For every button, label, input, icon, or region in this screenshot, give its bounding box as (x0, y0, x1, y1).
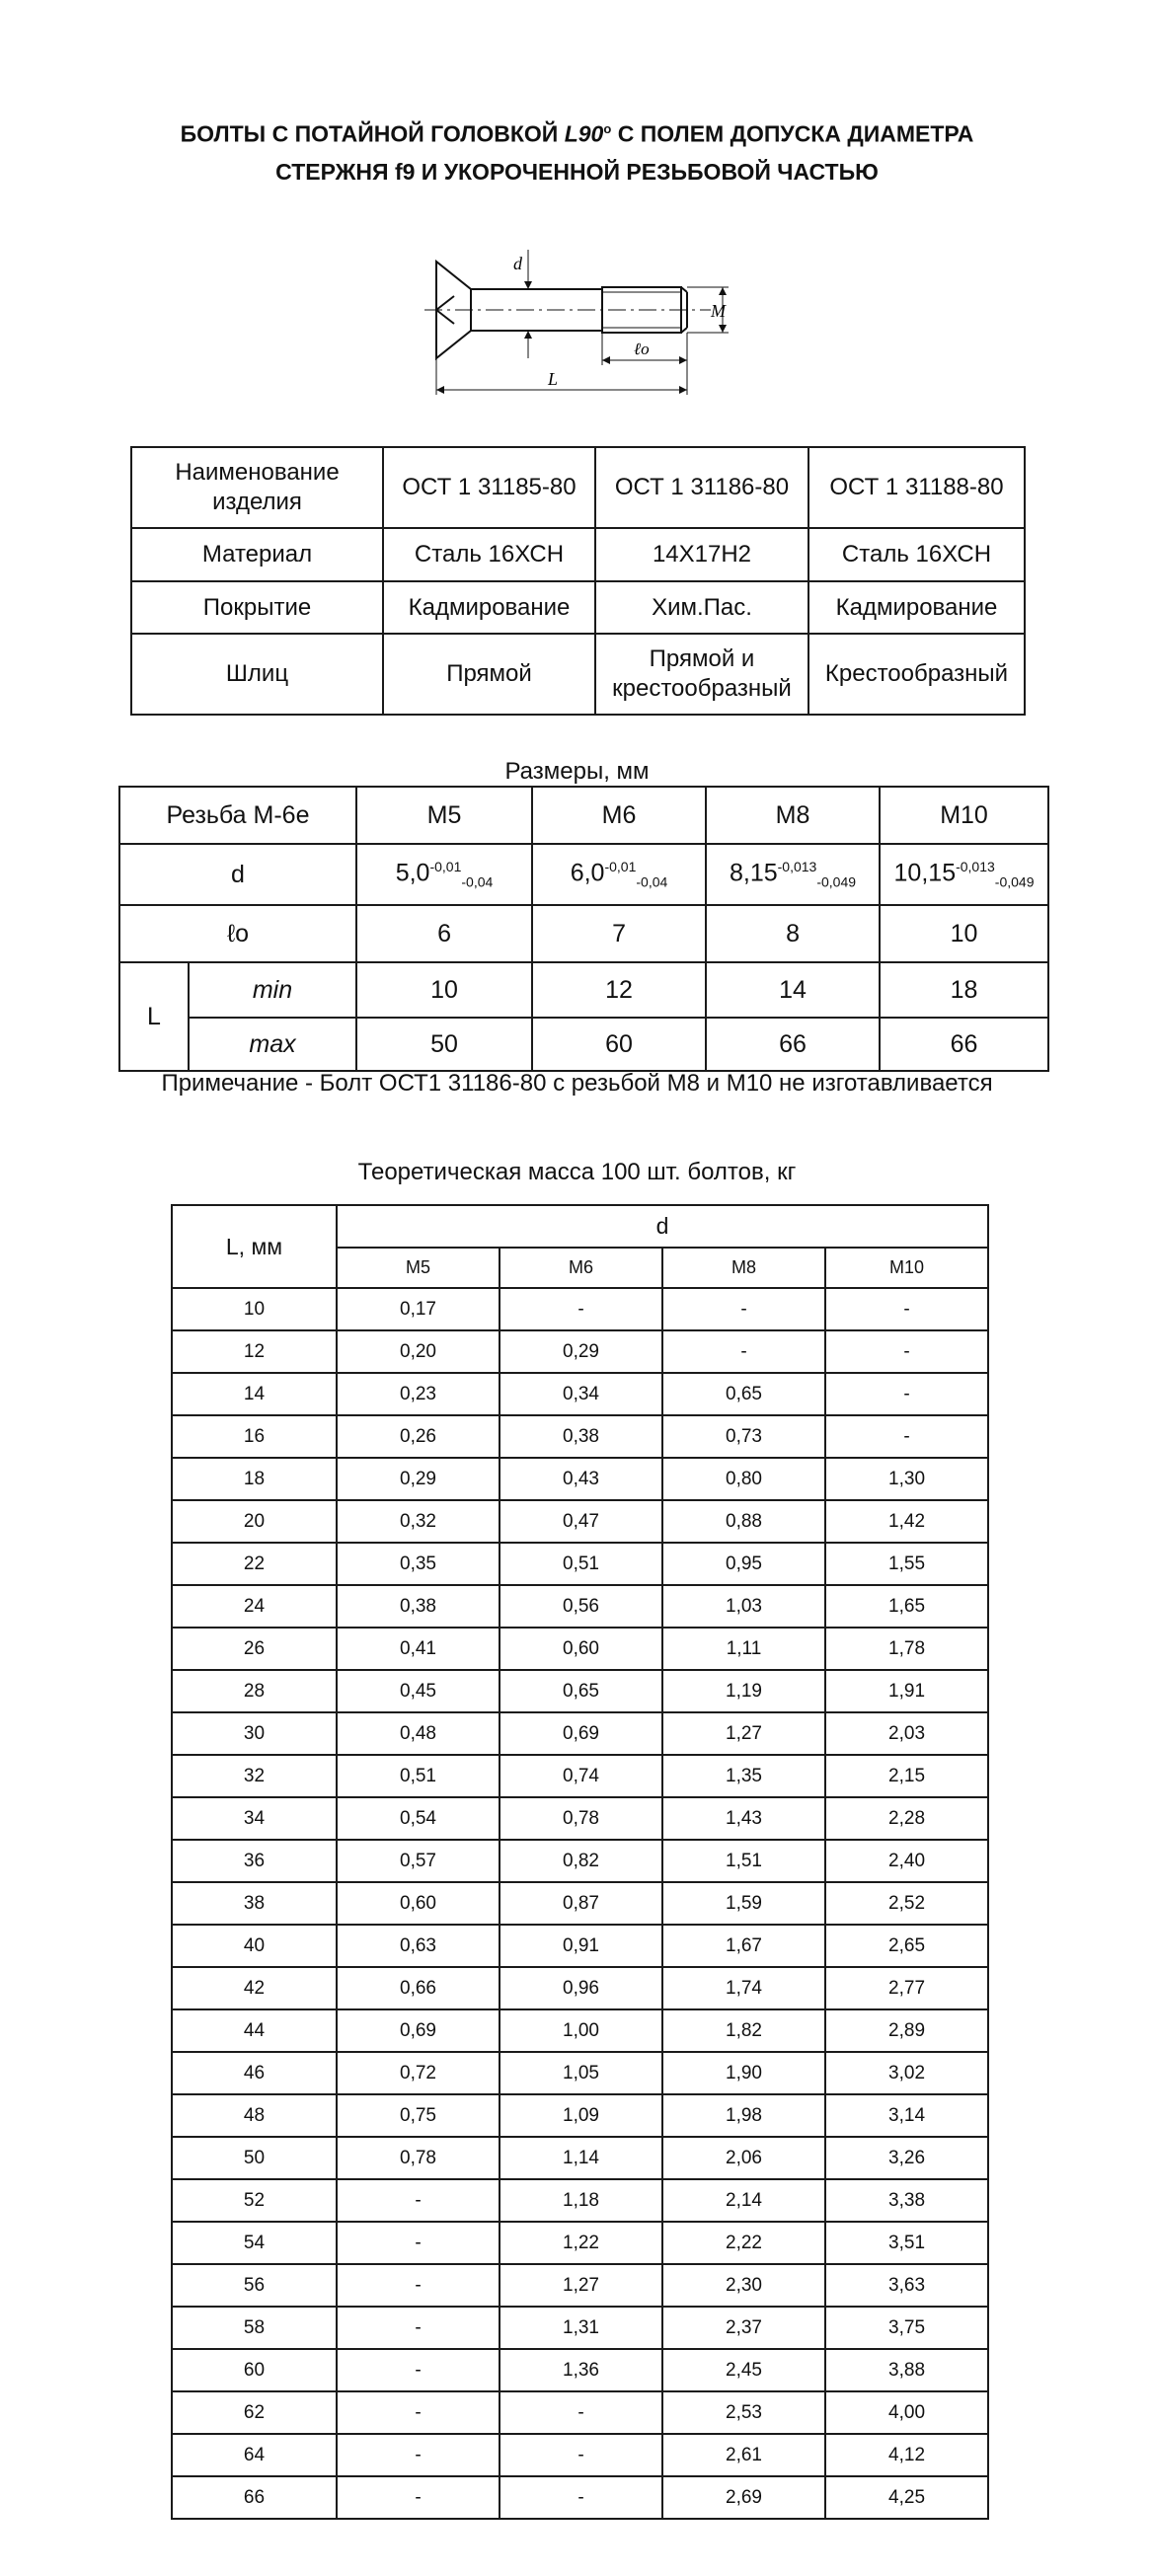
thread-cell: М5 (356, 787, 532, 844)
mass-cell: 1,09 (500, 2094, 662, 2137)
table-row (172, 1755, 988, 1797)
mass-cell: 0,65 (500, 1670, 662, 1712)
length-cell: 62 (172, 2391, 337, 2434)
mass-cell: 0,75 (337, 2094, 500, 2137)
mass-cell: 1,22 (500, 2222, 662, 2264)
thread-cell: М8 (706, 787, 880, 844)
mass-cell: 0,82 (500, 1840, 662, 1882)
table-row (119, 905, 1048, 962)
mass-cell: 0,47 (500, 1500, 662, 1543)
mass-cell: 1,82 (662, 2009, 825, 2052)
mass-cell: 2,53 (662, 2391, 825, 2434)
table-row (172, 2434, 988, 2476)
mass-cell: - (337, 2264, 500, 2307)
length-cell: 54 (172, 2222, 337, 2264)
mass-cell: 1,55 (825, 1543, 988, 1585)
mass-cell: - (337, 2391, 500, 2434)
subheader-cell: М10 (825, 1248, 988, 1288)
subheader-cell: М6 (500, 1248, 662, 1288)
mass-cell: 3,38 (825, 2179, 988, 2222)
mass-cell: 0,45 (337, 1670, 500, 1712)
mass-cell: 1,31 (500, 2307, 662, 2349)
mass-cell: 0,29 (337, 1458, 500, 1500)
M-label: M (711, 301, 726, 321)
thread-cell: М6 (532, 787, 706, 844)
length-cell: 38 (172, 1882, 337, 1925)
mass-cell: 3,02 (825, 2052, 988, 2094)
length-cell: 44 (172, 2009, 337, 2052)
mass-cell: 0,56 (500, 1585, 662, 1628)
mass-cell: 1,42 (825, 1500, 988, 1543)
lo-cell: 6 (356, 905, 532, 962)
table-row (119, 962, 1048, 1018)
spec-label-material: Материал (131, 528, 383, 581)
length-cell: 46 (172, 2052, 337, 2094)
mass-cell: 0,69 (500, 1712, 662, 1755)
mass-cell: 1,11 (662, 1628, 825, 1670)
length-cell: 34 (172, 1797, 337, 1840)
min-label: min (189, 962, 356, 1018)
table-row (172, 1205, 988, 1248)
mass-cell: 0,51 (337, 1755, 500, 1797)
mass-cell: 0,32 (337, 1500, 500, 1543)
table-row (172, 1967, 988, 2009)
mass-cell: - (662, 1288, 825, 1330)
table-row (172, 1840, 988, 1882)
table-row (172, 1330, 988, 1373)
mass-cell: 0,63 (337, 1925, 500, 1967)
table-row (119, 787, 1048, 844)
d-cell: $10,15^{-0,013}_{-0,049}$ (880, 844, 1048, 905)
length-cell: 10 (172, 1288, 337, 1330)
mass-cell: 0,65 (662, 1373, 825, 1415)
mass-cell: 0,17 (337, 1288, 500, 1330)
spec-cell: Сталь 16ХСН (808, 528, 1025, 581)
lo-label: ℓo (634, 340, 650, 358)
lo-cell: 10 (880, 905, 1048, 962)
table-row (172, 1415, 988, 1458)
mass-cell: - (337, 2434, 500, 2476)
spec-cell: ОСТ 1 31186-80 (595, 447, 808, 528)
mass-cell: 0,60 (337, 1882, 500, 1925)
mass-cell: 0,26 (337, 1415, 500, 1458)
mass-cell: 0,34 (500, 1373, 662, 1415)
L-label: L (548, 369, 559, 389)
d-cell: $6,0^{-0,01}_{-0,04}$ (532, 844, 706, 905)
mass-cell: 0,78 (337, 2137, 500, 2179)
max-cell: 50 (356, 1018, 532, 1071)
mass-cell: - (500, 2434, 662, 2476)
d-cell: $5,0^{-0,01}_{-0,04}$ (356, 844, 532, 905)
table-row (172, 2222, 988, 2264)
table-row (172, 1288, 988, 1330)
mass-cell: - (337, 2222, 500, 2264)
mass-cell: 1,30 (825, 1458, 988, 1500)
mass-cell: - (337, 2349, 500, 2391)
mass-cell: 0,20 (337, 1330, 500, 1373)
mass-caption: Теоретическая масса 100 шт. болтов, кг (357, 1159, 797, 1185)
table-row (172, 1797, 988, 1840)
max-cell: 66 (706, 1018, 880, 1071)
length-cell: 12 (172, 1330, 337, 1373)
mass-cell: 3,63 (825, 2264, 988, 2307)
table-row (172, 2307, 988, 2349)
mass-cell: 1,03 (662, 1585, 825, 1628)
length-cell: 20 (172, 1500, 337, 1543)
L-header: L (119, 962, 189, 1071)
spec-cell: Хим.Пас. (595, 581, 808, 634)
table-row (131, 634, 1025, 715)
table-row (172, 1628, 988, 1670)
mass-cell: 1,43 (662, 1797, 825, 1840)
spec-cell: ОСТ 1 31188-80 (808, 447, 1025, 528)
mass-cell: 1,51 (662, 1840, 825, 1882)
spec-cell: 14Х17Н2 (595, 528, 808, 581)
table-row (172, 1500, 988, 1543)
table-row (131, 528, 1025, 581)
length-cell: 52 (172, 2179, 337, 2222)
table-row (172, 2179, 988, 2222)
note-text: Примечание - Болт ОСТ1 31186-80 с резьбой М8 и М10 не изготавливается (161, 1070, 993, 1097)
length-cell: 60 (172, 2349, 337, 2391)
spec-cell: Сталь 16ХСН (383, 528, 595, 581)
dimensions-table (118, 786, 1049, 1072)
mass-cell: 3,14 (825, 2094, 988, 2137)
spec-cell: Прямой и крестообразный (595, 634, 808, 715)
spec-cell: Кадмирование (808, 581, 1025, 634)
table-row (172, 1712, 988, 1755)
mass-cell: - (337, 2476, 500, 2519)
mass-cell: 2,40 (825, 1840, 988, 1882)
mass-cell: 0,78 (500, 1797, 662, 1840)
mass-cell: - (337, 2179, 500, 2222)
lo-cell: 8 (706, 905, 880, 962)
length-cell: 50 (172, 2137, 337, 2179)
mass-cell: 2,22 (662, 2222, 825, 2264)
table-row (172, 1373, 988, 1415)
mass-cell: 2,06 (662, 2137, 825, 2179)
mass-cell: 3,51 (825, 2222, 988, 2264)
length-cell: 42 (172, 1967, 337, 2009)
length-cell: 36 (172, 1840, 337, 1882)
table-row (131, 581, 1025, 634)
mass-cell: 1,00 (500, 2009, 662, 2052)
mass-cell: 3,88 (825, 2349, 988, 2391)
table-row (172, 2052, 988, 2094)
d-header: d (119, 844, 356, 905)
lo-cell: 7 (532, 905, 706, 962)
table-row (119, 1018, 1048, 1071)
mass-cell: 0,66 (337, 1967, 500, 2009)
mass-cell: 1,98 (662, 2094, 825, 2137)
length-cell: 22 (172, 1543, 337, 1585)
mass-cell: 0,88 (662, 1500, 825, 1543)
mass-cell: 2,69 (662, 2476, 825, 2519)
table-row (131, 447, 1025, 528)
mass-cell: 0,87 (500, 1882, 662, 1925)
mass-cell: 0,23 (337, 1373, 500, 1415)
mass-table-body (172, 1288, 988, 2519)
mass-cell: 2,61 (662, 2434, 825, 2476)
mass-cell: 2,52 (825, 1882, 988, 1925)
mass-cell: 0,60 (500, 1628, 662, 1670)
table-row (172, 1925, 988, 1967)
min-cell: 18 (880, 962, 1048, 1018)
lo-header: ℓo (119, 905, 356, 962)
spec-table (130, 446, 1026, 716)
mass-cell: 2,03 (825, 1712, 988, 1755)
mass-cell: 4,12 (825, 2434, 988, 2476)
table-row (172, 2137, 988, 2179)
max-cell: 60 (532, 1018, 706, 1071)
mass-cell: 0,69 (337, 2009, 500, 2052)
table-row (172, 1543, 988, 1585)
length-cell: 18 (172, 1458, 337, 1500)
subheader-cell: М5 (337, 1248, 500, 1288)
spec-cell: Кадмирование (383, 581, 595, 634)
length-cell: 16 (172, 1415, 337, 1458)
table-row (172, 2476, 988, 2519)
mass-cell: 1,18 (500, 2179, 662, 2222)
mass-cell: 1,19 (662, 1670, 825, 1712)
mass-cell: - (500, 1288, 662, 1330)
length-cell: 30 (172, 1712, 337, 1755)
mass-cell: - (500, 2476, 662, 2519)
mass-cell: 0,80 (662, 1458, 825, 1500)
mass-cell: 0,51 (500, 1543, 662, 1585)
mass-cell: 1,14 (500, 2137, 662, 2179)
length-cell: 48 (172, 2094, 337, 2137)
mass-cell: 1,90 (662, 2052, 825, 2094)
min-cell: 14 (706, 962, 880, 1018)
mass-cell: 2,45 (662, 2349, 825, 2391)
spec-cell: Крестообразный (808, 634, 1025, 715)
mass-cell: 2,37 (662, 2307, 825, 2349)
mass-cell: - (825, 1288, 988, 1330)
title-line-2: СТЕРЖНЯ f9 И УКОРОЧЕННОЙ РЕЗЬБОВОЙ ЧАСТЬЮ (275, 158, 879, 185)
mass-cell: - (825, 1415, 988, 1458)
spec-label-slot: Шлиц (131, 634, 383, 715)
mass-cell: - (500, 2391, 662, 2434)
mass-cell: 0,48 (337, 1712, 500, 1755)
table-row (172, 1585, 988, 1628)
mass-cell: 0,43 (500, 1458, 662, 1500)
bolt-drawing (415, 242, 740, 405)
table-row (172, 2009, 988, 2052)
thread-header: Резьба М-6е (119, 787, 356, 844)
mass-cell: 2,28 (825, 1797, 988, 1840)
min-cell: 10 (356, 962, 532, 1018)
table-row (172, 2264, 988, 2307)
mass-cell: 1,78 (825, 1628, 988, 1670)
document-title (0, 111, 1154, 190)
mass-cell: - (825, 1373, 988, 1415)
mass-cell: 1,05 (500, 2052, 662, 2094)
length-cell: 28 (172, 1670, 337, 1712)
length-cell: 26 (172, 1628, 337, 1670)
mass-cell: 0,91 (500, 1925, 662, 1967)
mass-table (171, 1204, 989, 2520)
mass-cell: 1,27 (500, 2264, 662, 2307)
mass-cell: 3,26 (825, 2137, 988, 2179)
table-row (119, 844, 1048, 905)
mass-cell: 1,36 (500, 2349, 662, 2391)
mass-cell: - (662, 1330, 825, 1373)
mass-cell: - (337, 2307, 500, 2349)
mass-cell: 1,27 (662, 1712, 825, 1755)
table-row (172, 1670, 988, 1712)
mass-cell: 0,54 (337, 1797, 500, 1840)
table-row (172, 2349, 988, 2391)
mass-cell: 2,14 (662, 2179, 825, 2222)
length-cell: 24 (172, 1585, 337, 1628)
length-cell: 66 (172, 2476, 337, 2519)
spec-cell: Прямой (383, 634, 595, 715)
length-cell: 64 (172, 2434, 337, 2476)
length-cell: 14 (172, 1373, 337, 1415)
max-cell: 66 (880, 1018, 1048, 1071)
spec-label-name: Наименование изделия (131, 447, 383, 528)
mass-cell: 1,74 (662, 1967, 825, 2009)
mass-cell: 2,65 (825, 1925, 988, 1967)
mass-cell: 1,67 (662, 1925, 825, 1967)
mass-cell: 1,35 (662, 1755, 825, 1797)
mass-cell: 2,89 (825, 2009, 988, 2052)
spec-label-coating: Покрытие (131, 581, 383, 634)
mass-cell: 0,38 (500, 1415, 662, 1458)
mass-cell: 1,59 (662, 1882, 825, 1925)
L-column-header: L, мм (172, 1205, 337, 1288)
length-cell: 56 (172, 2264, 337, 2307)
table-row (172, 1882, 988, 1925)
mass-cell: 1,65 (825, 1585, 988, 1628)
thread-cell: М10 (880, 787, 1048, 844)
mass-cell: 0,41 (337, 1628, 500, 1670)
title-line-1: БОЛТЫ С ПОТАЙНОЙ ГОЛОВКОЙ $L90^о$ С ПОЛЕМ ДОПУСКА ДИАМЕТРА (180, 120, 974, 147)
mass-cell: 4,00 (825, 2391, 988, 2434)
length-cell: 32 (172, 1755, 337, 1797)
spec-cell: ОСТ 1 31185-80 (383, 447, 595, 528)
mass-cell: 2,30 (662, 2264, 825, 2307)
length-cell: 40 (172, 1925, 337, 1967)
max-label: max (189, 1018, 356, 1071)
length-cell: 58 (172, 2307, 337, 2349)
mass-cell: 0,38 (337, 1585, 500, 1628)
mass-cell: 0,95 (662, 1543, 825, 1585)
d-label: d (513, 254, 522, 273)
mass-cell: 4,25 (825, 2476, 988, 2519)
mass-cell: 0,57 (337, 1840, 500, 1882)
mass-cell: 0,74 (500, 1755, 662, 1797)
subheader-cell: М8 (662, 1248, 825, 1288)
d-column-header: d (337, 1205, 988, 1248)
table-row (172, 2391, 988, 2434)
mass-cell: - (825, 1330, 988, 1373)
dims-caption: Размеры, мм (504, 758, 650, 785)
mass-cell: 3,75 (825, 2307, 988, 2349)
mass-cell: 1,91 (825, 1670, 988, 1712)
mass-cell: 0,35 (337, 1543, 500, 1585)
mass-cell: 2,77 (825, 1967, 988, 2009)
mass-cell: 0,72 (337, 2052, 500, 2094)
mass-cell: 0,96 (500, 1967, 662, 2009)
table-row (172, 1458, 988, 1500)
mass-cell: 2,15 (825, 1755, 988, 1797)
d-cell: $8,15^{-0,013}_{-0,049}$ (706, 844, 880, 905)
mass-cell: 0,29 (500, 1330, 662, 1373)
min-cell: 12 (532, 962, 706, 1018)
table-row (172, 2094, 988, 2137)
mass-cell: 0,73 (662, 1415, 825, 1458)
